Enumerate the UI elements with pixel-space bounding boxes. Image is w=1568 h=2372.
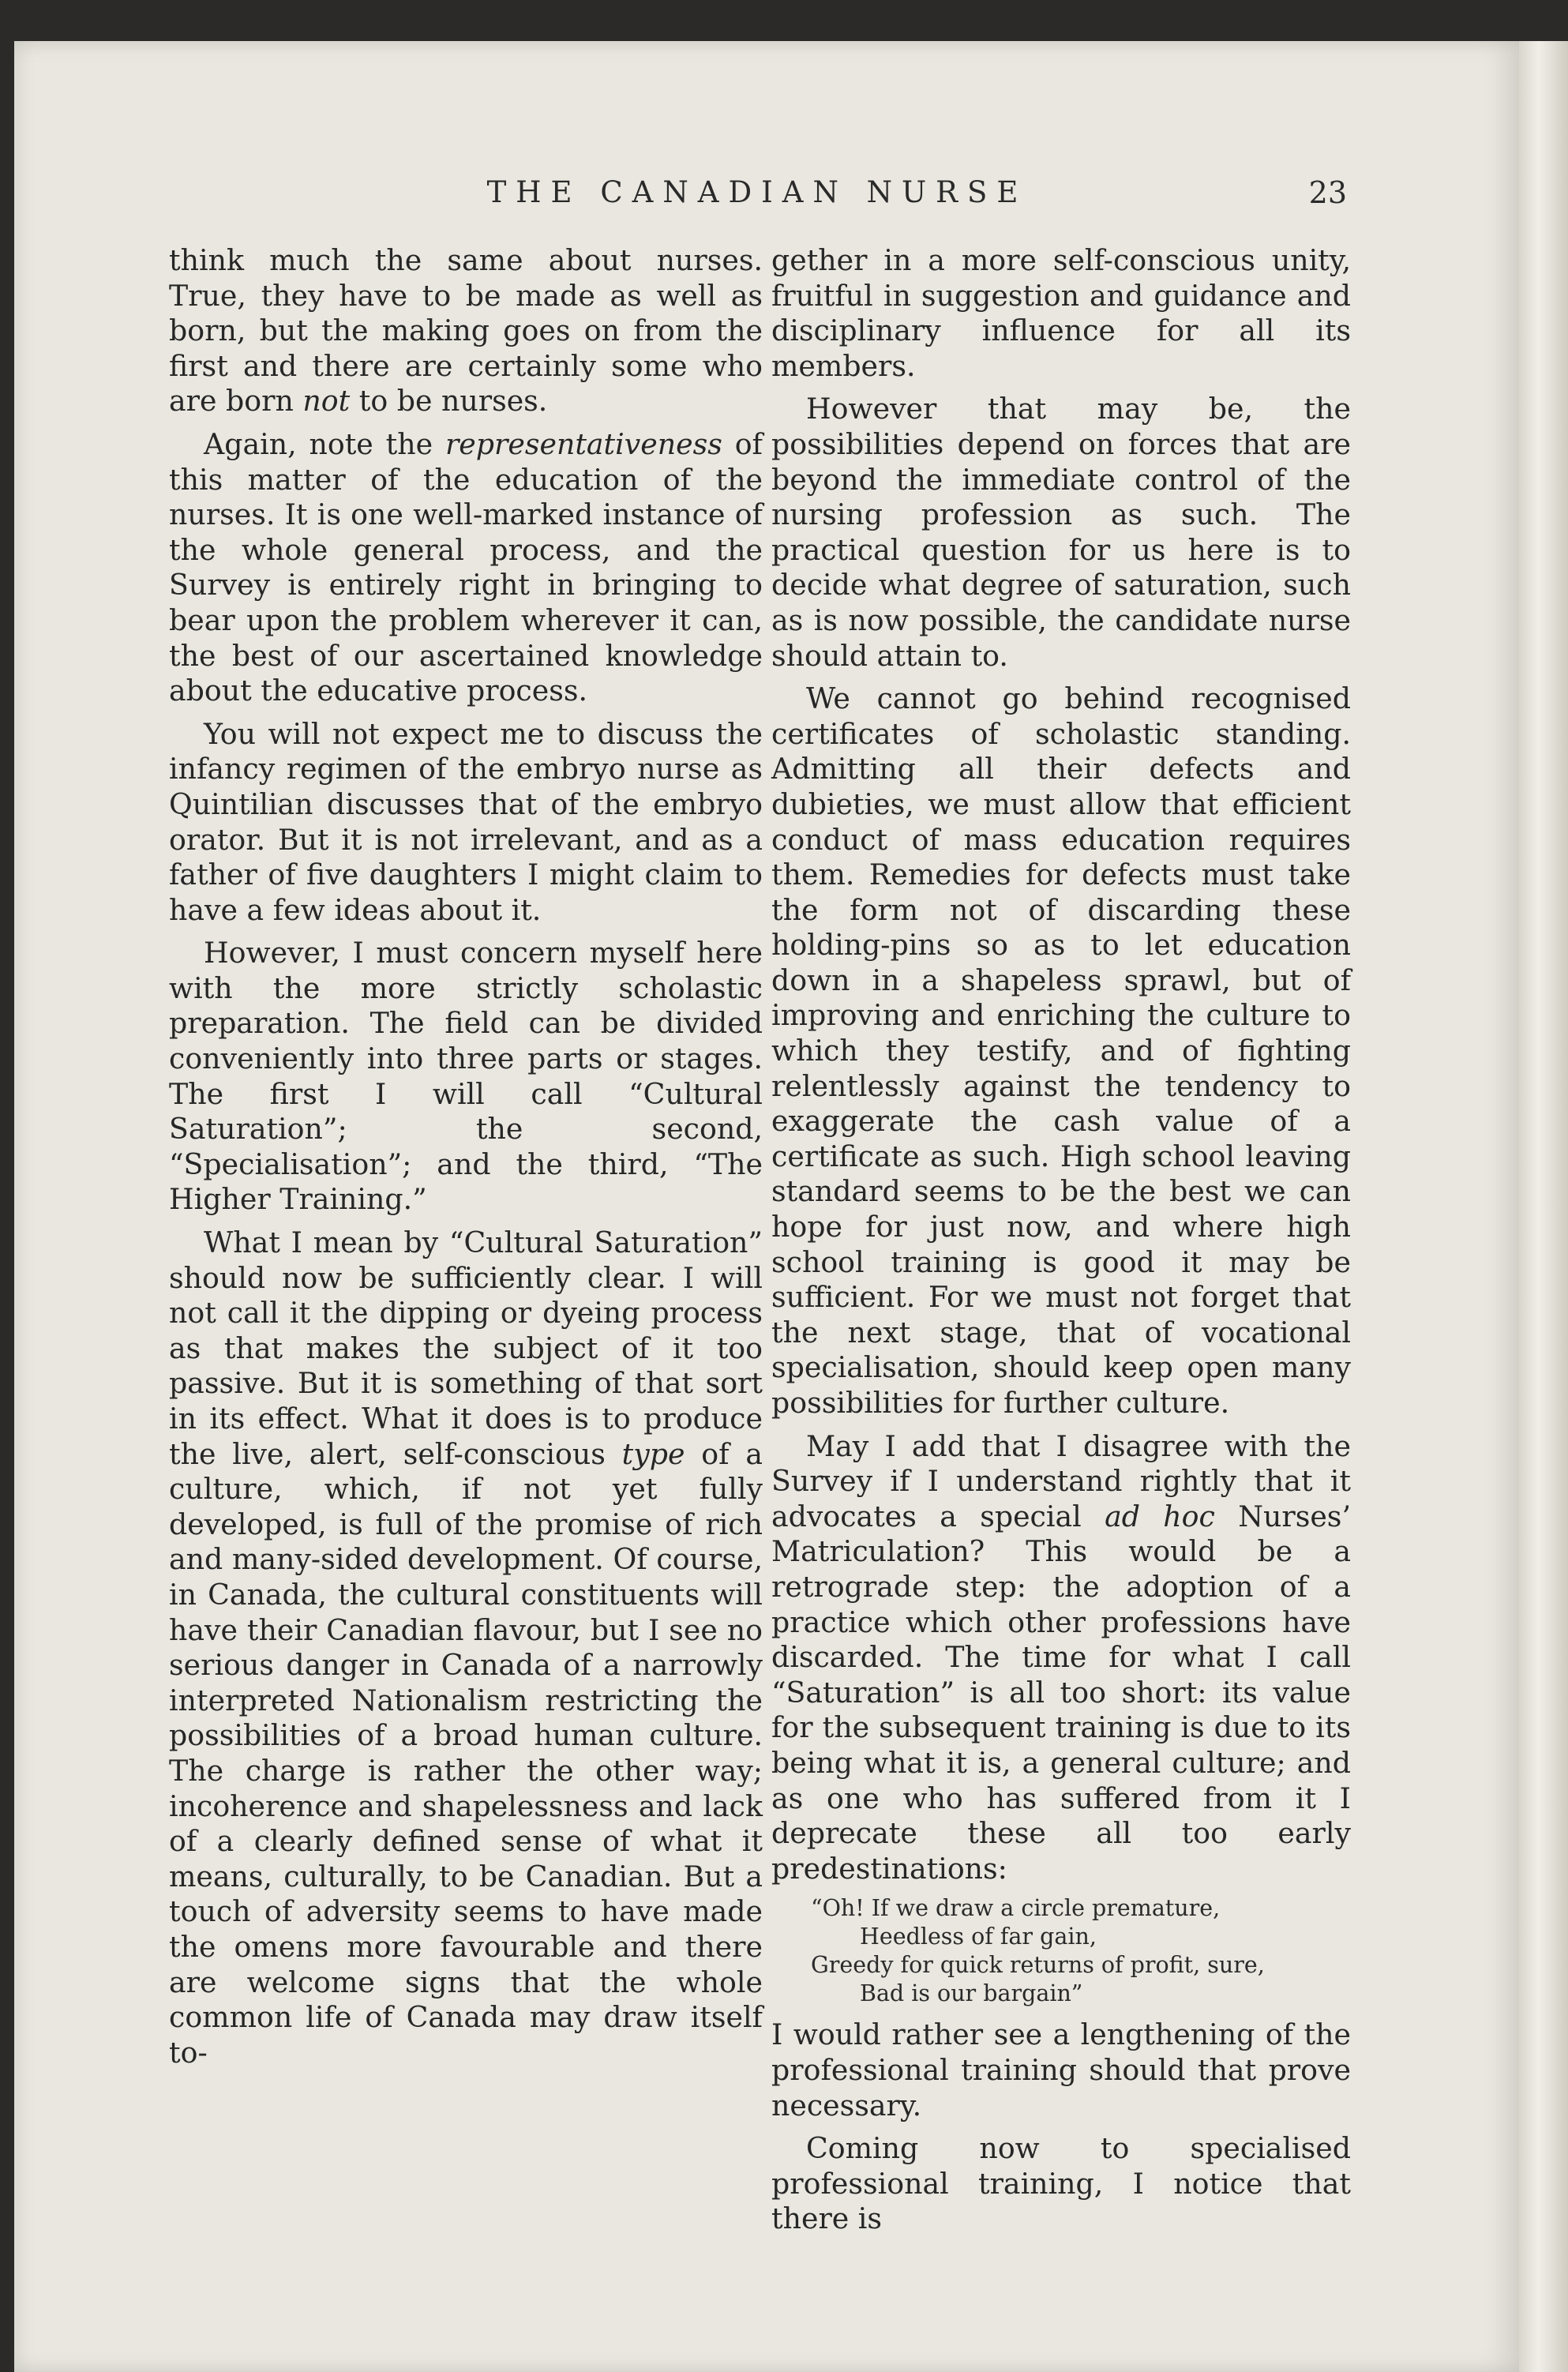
running-title: THE CANADIAN NURSE	[486, 175, 1028, 209]
page-number: 23	[1308, 175, 1347, 210]
paragraph: You will not expect me to discuss the infancy regimen of the embryo nurse as Quintilian discusses that of the embryo orator. But it is not irrelevant, and as a father of five daughters I might claim to have a few ideas about it.	[169, 716, 763, 927]
paragraph	[169, 243, 763, 419]
paragraph	[169, 427, 763, 709]
text-run: think much the same about nurses. True, they have to be made as well as born, but the making goes on from the first and there are certainly some who are born	[169, 243, 763, 418]
paragraph: Coming now to specialised professional training, I notice that there is	[771, 2131, 1351, 2236]
paragraph: However, I must concern myself here with the more strictly scholastic preparation. The field can be divided conveniently into three parts or stages. The first I will call “Cultural Saturation”; the second, “Specialisation”; and the third, “The Higher Training.”	[169, 936, 763, 1217]
text-run: What I mean by “Cultural Saturation” should now be sufficiently clear. I will not call it the dipping or dyeing process as that makes the subject of it too passive. But it is something of that sort in its effect. What it does is to produce the live, alert, self-conscious	[169, 1225, 763, 1471]
emphasis: ad hoc	[1105, 1499, 1215, 1533]
verse-line: Bad is our bargain”	[860, 1980, 1083, 2007]
emphasis: type	[621, 1436, 685, 1471]
page-header	[167, 175, 1347, 215]
verse-quote	[771, 1894, 1351, 2008]
text-run: Nurses’ Matriculation? This would be a retrograde step: the adoption of a practice which other professions have discarded. The time for what I call “Saturation” is all too short: its value for the subsequent training is due to its being what it is, a general culture; and as one who has suffered from it I deprecate these all too early predestinations:	[771, 1499, 1351, 1886]
paragraph: However that may be, the possibilities depend on forces that are beyond the immediate control of the nursing profession as such. The practical question for us here is to decide what degree of saturation, such as is now possible, the candidate nurse should attain to.	[771, 392, 1351, 673]
emphasis: representativeness	[445, 426, 722, 461]
verse-line: Heedless of far gain,	[860, 1923, 1097, 1950]
verse-line: Greedy for quick returns of profit, sure,	[811, 1952, 1265, 1979]
text-run: May I add that I disagree with the Survey if I understand rightly that it advocates a special	[771, 1428, 1351, 1533]
paragraph: We cannot go behind recognised certificates of scholastic standing. Admitting all their defects and dubieties, we must allow that efficient conduct of mass education requires them. Remedies for defects must take the form not of discarding these holding-pins so as to let education down in a shapeless sprawl, but of improving and enriching the culture to which they testify, and of fighting relentlessly against the tendency to exaggerate the cash value of a certificate as such. High school leaving standard seems to be the best we can hope for just now, and where high school training is good it may be sufficient. For we must not forget that the next stage, that of vocational specialisation, should keep open many possibilities for further culture.	[771, 681, 1351, 1420]
right-column	[771, 243, 1351, 2245]
text-run: of a culture, which, if not yet fully developed, is full of the promise of rich and many-sided development. Of course, in Canada, the cultural constituents will have their Canadian flavour, but I see no serious danger in Canada of a narrowly interpreted Nationalism restricting the possibilities of a broad human culture. The charge is rather the other way; incoherence and shapelessness and lack of a clearly defined sense of what it means, culturally, to be Canadian. But a touch of adversity seems to have made the omens more favourable and there are welcome signs that the whole common life of Canada may draw itself to-	[169, 1436, 763, 2070]
text-run: Again, note the	[204, 426, 445, 461]
paragraph: I would rather see a lengthening of the professional training should that prove necessary.	[771, 2017, 1351, 2122]
verse-line: “Oh! If we draw a circle premature,	[811, 1895, 1221, 1922]
text-run: to be nurses.	[350, 384, 548, 418]
text-run: of this matter of the education of the nurses. It is one well-marked instance of the whole general process, and the Survey is entirely right in bringing to bear upon the problem wherever it can, the best of our ascertained knowledge about the educative process.	[169, 426, 763, 708]
emphasis: not	[302, 384, 351, 418]
paragraph	[169, 1225, 763, 2070]
left-column	[169, 243, 763, 2078]
paragraph: gether in a more self-conscious unity, fruitful in suggestion and guidance and disciplinary influence for all its members.	[771, 243, 1351, 383]
paragraph	[771, 1429, 1351, 1887]
page-edge	[1519, 41, 1568, 2372]
